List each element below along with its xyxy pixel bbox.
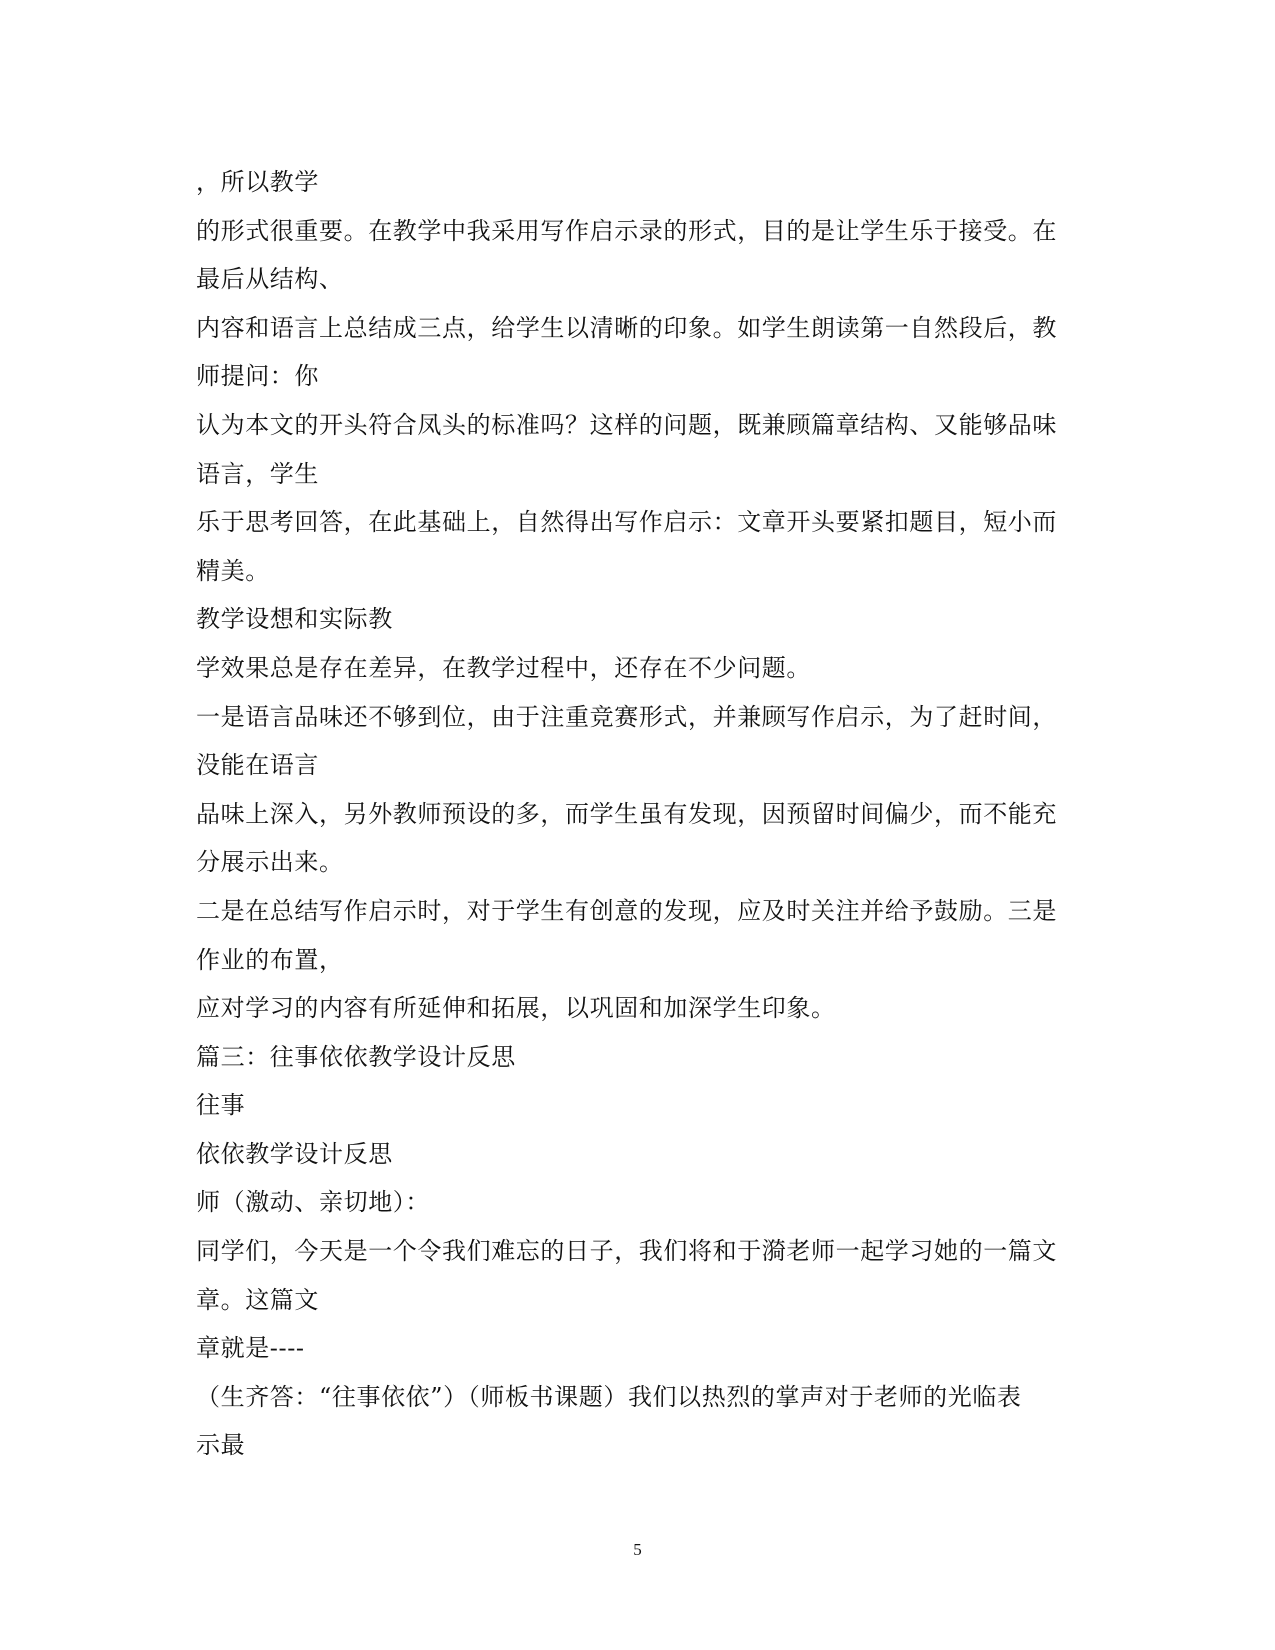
page-number: 5 [633, 1540, 642, 1559]
text-line: 作业的布置， [196, 945, 344, 974]
text-line: 师（激动、亲切地）： [196, 1188, 430, 1217]
text-line: 示最 [196, 1431, 246, 1460]
text-line: 师提问：你 [196, 362, 319, 391]
section-heading: 篇三：往事依依教学设计反思 [196, 1042, 516, 1071]
text-line: 最后从结构、 [196, 265, 344, 294]
text-line: 章。这篇文 [196, 1285, 319, 1314]
text-line: 章就是---- [196, 1334, 305, 1363]
text-line: 语言，学生 [196, 459, 319, 488]
text-line: ，所以教学 [196, 168, 319, 196]
text-line: 分展示出来。 [196, 848, 344, 877]
text-line: 内容和语言上总结成三点，给学生以清晰的印象。如学生朗读第一自然段后，教 [196, 313, 1057, 342]
text-line: 往事 [196, 1091, 246, 1120]
text-line: 品味上深入，另外教师预设的多，而学生虽有发现，因预留时间偏少，而不能充 [196, 799, 1057, 828]
text-line: 应对学习的内容有所延伸和拓展，以巩固和加深学生印象。 [196, 994, 836, 1023]
text-line: 的形式很重要。在教学中我采用写作启示录的形式，目的是让学生乐于接受。在 [196, 216, 1057, 245]
text-line: 没能在语言 [196, 751, 319, 780]
body-text [196, 158, 1076, 1470]
text-line: 乐于思考回答，在此基础上，自然得出写作启示：文章开头要紧扣题目，短小而 [196, 508, 1057, 537]
text-line: 二是在总结写作启示时，对于学生有创意的发现，应及时关注并给予鼓励。三是 [196, 896, 1057, 925]
text-line: 一是语言品味还不够到位，由于注重竞赛形式，并兼顾写作启示，为了赶时间， [196, 702, 1057, 731]
text-line: 依依教学设计反思 [196, 1139, 393, 1168]
text-line: 学效果总是存在差异，在教学过程中，还存在不少问题。 [196, 653, 811, 682]
text-line: （生齐答：“往事依依”）（师板书课题）我们以热烈的掌声对于老师的光临表 [196, 1382, 1022, 1411]
text-line: 同学们，今天是一个令我们难忘的日子，我们将和于漪老师一起学习她的一篇文 [196, 1237, 1057, 1266]
text-line: 精美。 [196, 556, 270, 585]
text-line: 教学设想和实际教 [196, 605, 393, 634]
text-line: 认为本文的开头符合凤头的标准吗？这样的问题，既兼顾篇章结构、又能够品味 [196, 410, 1057, 439]
